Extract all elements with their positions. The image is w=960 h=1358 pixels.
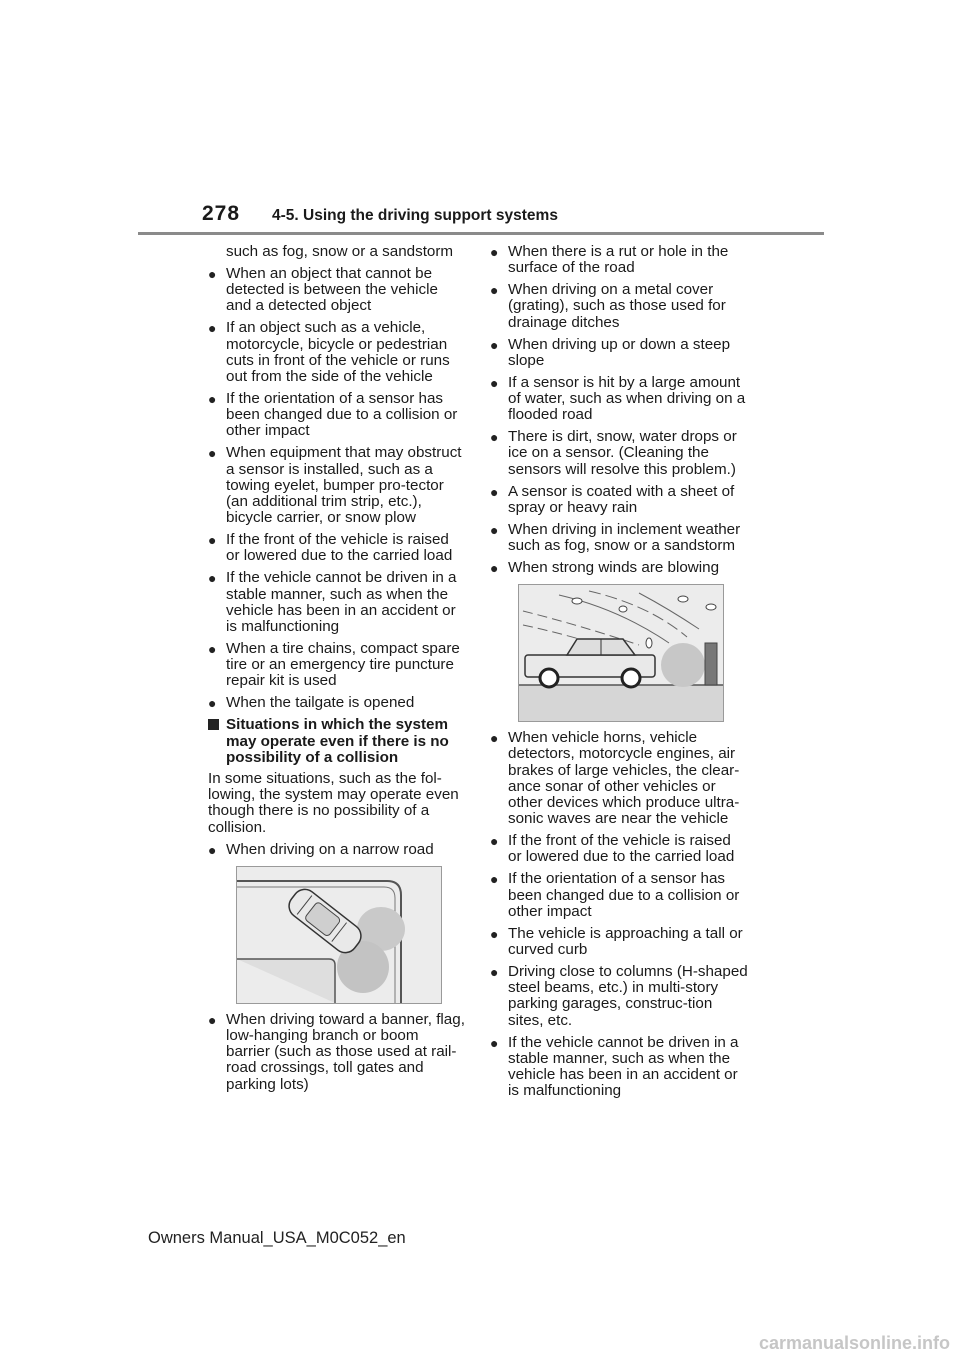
bullet-icon: ● <box>208 445 217 462</box>
bullet-icon: ● <box>490 925 499 942</box>
list-item: ● If the orientation of a sensor has been changed due to a collision or other impact <box>208 390 458 440</box>
header-divider <box>138 232 824 235</box>
bullet-icon: ● <box>490 964 499 981</box>
list-item: ● If an object such as a vehicle, motorcycle, bicycle or pedestrian cuts in front of the vehicle or runs out from the side of the vehicle <box>208 319 450 386</box>
bullet-icon: ● <box>490 560 499 577</box>
watermark: carmanualsonline.info <box>758 1333 950 1353</box>
list-item: ● If the front of the vehicle is raised or lowered due to the carried load <box>490 832 735 866</box>
page-number: 278 <box>202 202 241 225</box>
bullet-icon: ● <box>490 1034 499 1051</box>
list-item: ● When vehicle horns, vehicle detectors, motorcycle engines, air brakes of large vehicles, the clear-ance sonar of other vehicles or other devices which produce ultra-sonic waves are near the vehicle <box>490 729 740 828</box>
bullet-icon: ● <box>208 570 217 587</box>
manual-id: Owners Manual_USA_M0C052_en <box>148 1229 406 1247</box>
list-item: ● The vehicle is approaching a tall or curved curb <box>490 924 743 959</box>
bullet-icon: ● <box>490 871 499 888</box>
strong-wind-illustration <box>518 584 724 722</box>
list-item: ● When strong winds are blowing <box>490 559 720 577</box>
bullet-icon: ● <box>490 429 499 446</box>
list-item: ● When driving up or down a steep slope <box>490 335 731 369</box>
left-column <box>208 244 466 1099</box>
section-title: 4-5. Using the driving support systems <box>272 207 558 224</box>
bullet-icon: ● <box>208 532 217 549</box>
square-bullet-icon <box>208 719 219 730</box>
bullet-icon: ● <box>490 521 499 538</box>
subsection-heading: Situations in which the system may operate even if there is no possibility of a collision <box>208 717 466 766</box>
bullet-icon: ● <box>490 483 499 500</box>
list-item: ● When there is a rut or hole in the surface of the road <box>490 243 729 277</box>
bullet-icon: ● <box>208 1011 217 1028</box>
right-column <box>490 244 748 1105</box>
continued-text: such as fog, snow or a sandstorm <box>226 243 454 260</box>
bullet-icon: ● <box>490 244 499 260</box>
bullet-icon: ● <box>490 282 499 299</box>
list-item: ● If the orientation of a sensor has been changed due to a collision or other impact <box>490 870 740 920</box>
bullet-icon: ● <box>208 391 217 408</box>
list-item: ● A sensor is coated with a sheet of spray or heavy rain <box>490 482 735 516</box>
list-item: ● When equipment that may obstruct a sensor is installed, such as a towing eyelet, bumper pro-tector (an additional trim strip, etc.), bicycle carrier, or snow plow <box>208 444 462 527</box>
narrow-road-illustration <box>236 866 442 1004</box>
bullet-icon: ● <box>490 374 499 391</box>
list-item: ● If the vehicle cannot be driven in a stable manner, such as when the vehicle has been in an accident or is malfunctioning <box>490 1033 739 1100</box>
list-item: ● When driving on a narrow road <box>208 840 434 858</box>
strong-wind-drawing <box>519 585 723 721</box>
list-item: ● When a tire chains, compact spare tire or an emergency tire puncture repair kit is used <box>208 640 460 690</box>
list-item: ● When driving in inclement weather such as fog, snow or a sandstorm <box>490 520 741 555</box>
list-item: ● When an object that cannot be detected is between the vehicle and a detected object <box>208 265 438 315</box>
bullet-icon: ● <box>490 336 499 353</box>
list-item: ● When driving toward a banner, flag, low-hanging branch or boom barrier (such as those used at rail-road crossings, toll gates and parking lots) <box>208 1010 465 1093</box>
list-item: ● When the tailgate is opened <box>208 694 415 712</box>
page-header <box>0 0 960 240</box>
list-item: ● If a sensor is hit by a large amount of water, such as when driving on a flooded road <box>490 373 746 424</box>
narrow-road-drawing <box>237 867 441 1003</box>
bullet-icon: ● <box>208 266 217 282</box>
intro-paragraph: In some situations, such as the fol-lowing, the system may operate even though there is no possibility of a collision. <box>208 770 459 836</box>
bullet-icon: ● <box>208 641 217 658</box>
bullet-icon: ● <box>490 833 499 850</box>
list-item: ● If the front of the vehicle is raised or lowered due to the carried load <box>208 531 453 565</box>
list-item: ● There is dirt, snow, water drops or ice on a sensor. (Cleaning the sensors will resolve this problem.) <box>490 428 737 478</box>
bullet-icon: ● <box>208 841 217 858</box>
list-item: ● If the vehicle cannot be driven in a stable manner, such as when the vehicle has been in an accident or is malfunctioning <box>208 569 457 636</box>
bullet-icon: ● <box>208 695 217 712</box>
list-item: ● When driving on a metal cover (grating), such as those used for drainage ditches <box>490 281 726 331</box>
bullet-icon: ● <box>208 320 217 337</box>
list-item: ● Driving close to columns (H-shaped steel beams, etc.) in multi-story parking garages, construc-tion sites, etc. <box>490 963 748 1029</box>
bullet-icon: ● <box>490 730 499 747</box>
